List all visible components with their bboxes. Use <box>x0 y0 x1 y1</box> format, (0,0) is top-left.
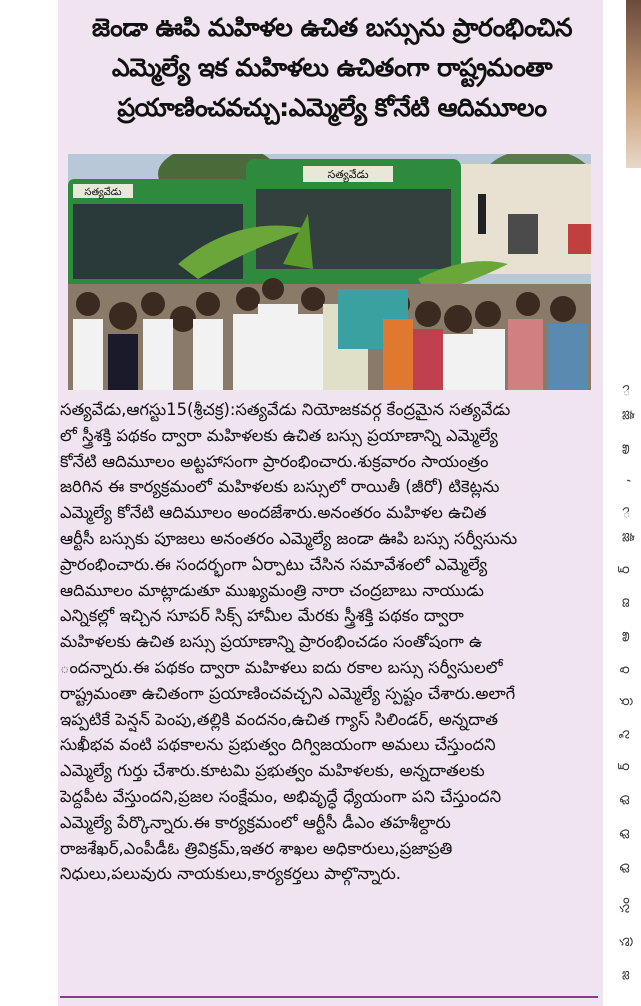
article-line: జరిగిన ఈ కార్యక్రమంలో మహిళలకు బస్సులో రాయితీ (జీరో) టికెట్లను <box>60 477 500 497</box>
article-line: రాజశేఖర్,ఎంపీడీఓ త్రివిక్రమ్,ఇతర శాఖల అధికారులు,ప్రజాప్రతి <box>60 838 453 858</box>
headline-line: ప్రయాణించవచ్చు:ఎమ్మెల్యే కోనేటి ఆదిమూలం <box>117 93 547 122</box>
bus-right-label: సత్యవేడు <box>327 168 369 181</box>
article-line: సుఖీభవ వంటి పథకాలను ప్రభుత్వం దిగ్విజయంగా అమలు చేస్తుందని <box>60 735 496 755</box>
adjacent-column-text: జ ప్ర సం బి బి బి ర్ సి ర్ర రి ఆ ఐ ర్ జ్ఞ ు , ఆ జ్ఞ ు <box>618 374 633 980</box>
bus-launch-photo <box>68 154 591 390</box>
article-body <box>60 397 598 887</box>
article-line: ఇప్పటికే పెన్షన్ పెంపు,తల్లికి వందనం,ఉచిత గ్యాస్ సిలిండర్, అన్నదాత <box>60 709 498 729</box>
headline-line: ఎమ్మెల్యే ఇక మహిళలు ఉచితంగా రాష్ట్రమంతా <box>111 53 553 82</box>
adjacent-column <box>603 0 641 1006</box>
article-line: ందన్నారు.ఈ పథకం ద్వారా మహిళలు ఐదు రకాల బస్సు సర్వీసులలో <box>60 657 503 677</box>
headline-line: జెండా ఊపి మహిళల ఉచిత బస్సును ప్రారంభించిన <box>91 13 573 42</box>
adjacent-photo <box>626 0 641 168</box>
headline <box>62 8 602 128</box>
article-line: పెద్దపీట వేస్తుందని,ప్రజల సంక్షేమం, అభివృద్ధే ధ్యేయంగా పని చేస్తుందని <box>60 786 502 806</box>
article-line: మహిళలకు ఉచిత బస్సు ప్రయాణాన్ని ప్రారంభించడం సంతోషంగా ఉ <box>60 632 483 652</box>
article-line: ఆదిమూలం మాట్లాడుతూ ముఖ్యమంత్రి నారా చంద్రబాబు నాయుడు <box>60 580 484 600</box>
article-line: ఆర్టీసీ బస్సుకు పూజలు అనంతరం ఎమ్మెల్యే జండా ఊపి బస్సు సర్వీసును <box>60 528 518 548</box>
article-line: ఎమ్మెల్యే గుర్తు చేశారు.కూటమి ప్రభుత్వం మహిళలకు, అన్నదాతలకు <box>60 761 485 781</box>
article-line: లో స్త్రీశక్తి పథకం ద్వారా మహిళలకు ఉచిత బస్సు ప్రయాణాన్ని ఎమ్మెల్యే <box>60 425 498 445</box>
article-line: నిధులు,పలువురు నాయకులు,కార్యకర్తలు పాల్గొన్నారు. <box>60 864 401 884</box>
article-line: రాష్ట్రమంతా ఉచితంగా ప్రయాణించవచ్చని ఎమ్మెల్యే స్పష్టం చేశారు.అలాగే <box>60 683 516 703</box>
article-line: ఎమ్మెల్యే పేర్కొన్నారు.ఈ కార్యక్రమంలో ఆర్టీసీ డీఎం తహశీల్దారు <box>60 812 451 832</box>
news-photo <box>68 154 591 390</box>
bus-left-label: సత్యవేడు <box>84 187 122 198</box>
article-line: ఎమ్మెల్యే కోనేటి ఆదిమూలం అందజేశారు.అనంతరం మహిళల ఉచిత <box>60 503 487 523</box>
article-line: ప్రారంభించారు.ఈ సందర్భంగా ఏర్పాటు చేసిన సమావేశంలో ఎమ్మెల్యే <box>60 554 488 574</box>
article-line: ఎన్నికల్లో ఇచ్చిన సూపర్ సిక్స్ హామీల మేరకు స్త్రీశక్తి పథకం ద్వారా <box>60 606 464 626</box>
page-margin-left <box>0 0 58 1006</box>
bottom-divider <box>60 996 598 998</box>
article-line: సత్యవేడు,ఆగస్టు15(శ్రీచక్ర):సత్యవేడు నియోజకవర్గ కేంద్రమైన సత్యవేడు <box>60 400 511 419</box>
article-line: కోనేటి ఆదిమూలం అట్టహాసంగా ప్రారంభించారు.శుక్రవారం సాయంత్రం <box>60 451 489 471</box>
